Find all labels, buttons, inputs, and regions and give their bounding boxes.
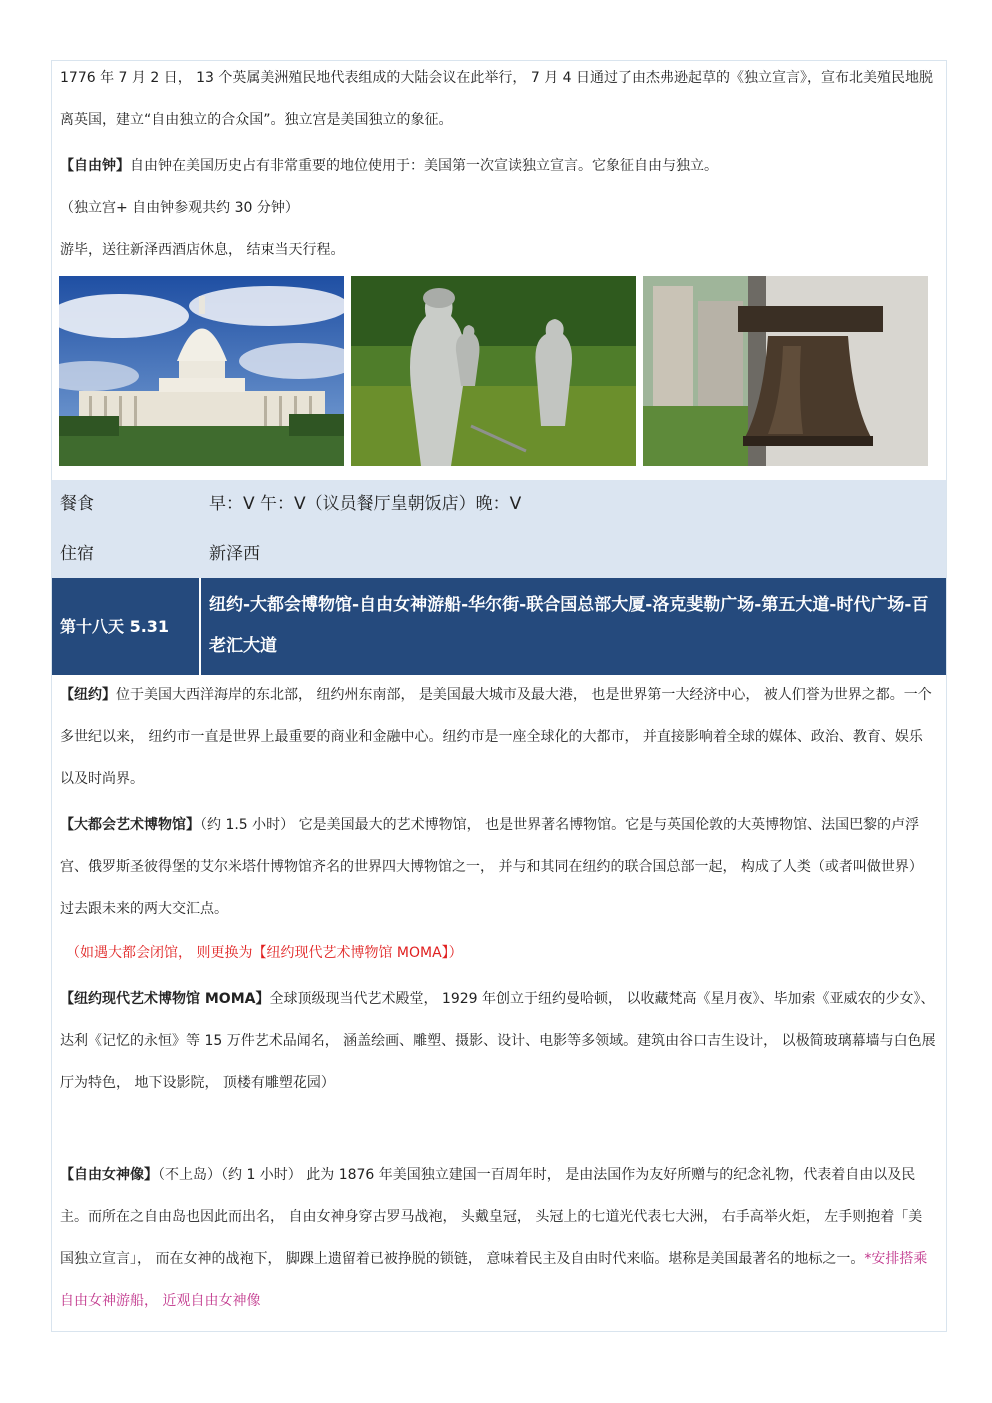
independence-hall-paragraph bbox=[60, 57, 936, 141]
liberty-bell-photo bbox=[643, 276, 928, 466]
liberty-bell-label: 【自由钟】 bbox=[60, 158, 130, 174]
day-header-divider bbox=[199, 578, 201, 675]
meals-value: 早：V 午：V（议员餐厅皇朝饭店）晚：V bbox=[209, 494, 522, 514]
statue-label: 【自由女神像】 bbox=[60, 1167, 158, 1183]
newyork-label: 【纽约】 bbox=[60, 687, 116, 703]
moma-paragraph: 【纽约现代艺术博物馆 MOMA】全球顶级现当代艺术殿堂， 1929 年创立于纽约曼哈顿， 以收藏梵高《星月夜》、毕加索《亚威农的少女》、达利《记忆的永恒》等 15 万件艺术品闻名， 涵盖绘画、雕塑、摄影、设计、电影等多领域。建筑由谷口吉生设计， 以极简玻璃幕墙与白色展厅为特色， 地下设影院， 顶楼有雕塑花园） bbox=[60, 991, 936, 1091]
met-paragraph: 【大都会艺术博物馆】（约 1.5 小时） 它是美国最大的艺术博物馆， 也是世界著名博物馆。它是与英国伦敦的大英博物馆、法国巴黎的卢浮宫、俄罗斯圣彼得堡的艾尔米塔什博物馆齐名的世界四大博物馆之一， 并与和其同在纽约的联合国总部一起， 构成了人类（或者叫做世界）过去跟未来的两大交汇点。 bbox=[60, 817, 923, 917]
lodging-label: 住宿 bbox=[60, 544, 94, 564]
lodging-value: 新泽西 bbox=[209, 544, 260, 564]
capitol-photo bbox=[59, 276, 344, 466]
day-number: 第十八天 5.31 bbox=[60, 617, 170, 636]
day-header bbox=[52, 578, 946, 675]
statue-cruise-note: *安排搭乘自由女神游船， 近观自由女神像 bbox=[60, 1251, 928, 1309]
liberty-bell-paragraph bbox=[60, 145, 936, 187]
day-end-note: 游毕，送往新泽西酒店休息， 结束当天行程。 bbox=[60, 242, 345, 258]
liberty-bell-text: 自由钟在美国历史占有非常重要的地位使用于：美国第一次宣读独立宣言。它象征自由与独立。 bbox=[130, 158, 718, 174]
visit-duration-note: （独立宫+ 自由钟参观共约 30 分钟） bbox=[60, 200, 299, 216]
met-label: 【大都会艺术博物馆】 bbox=[60, 817, 200, 833]
independence-hall-text: 1776 年 7 月 2 日， 13 个英属美洲殖民地代表组成的大陆会议在此举行， 7 月 4 日通过了由杰弗逊起草的《独立宣言》，宣布北美殖民地脱离英国，建立“自由独立的合众国”。独立宫是美国独立的象征。 bbox=[60, 70, 934, 128]
newyork-paragraph: 【纽约】位于美国大西洋海岸的东北部， 纽约州东南部， 是美国最大城市及最大港， 也是世界第一大经济中心， 被人们誉为世界之都。一个多世纪以来， 纽约市一直是世界上最重要的商业和金融中心。纽约市是一座全球化的大都市， 并直接影响着全球的媒体、政治、教育、娱乐以及时尚界。 bbox=[60, 687, 932, 787]
moma-label: 【纽约现代艺术博物馆 MOMA】 bbox=[60, 991, 270, 1007]
day-title: 纽约-大都会博物馆-自由女神游船-华尔街-联合国总部大厦-洛克斐勒广场-第五大道-时代广场-百老汇大道 bbox=[209, 595, 929, 656]
korean-war-memorial-photo bbox=[351, 276, 636, 466]
met-closed-note: （如遇大都会闭馆， 则更换为【纽约现代艺术博物馆 MOMA】） bbox=[66, 945, 463, 961]
meals-label: 餐食 bbox=[60, 494, 94, 514]
statue-paragraph: 【自由女神像】（不上岛）（约 1 小时） 此为 1876 年美国独立建国一百周年时， 是由法国作为友好所赠与的纪念礼物，代表着自由以及民主。而所在之自由岛也因此而出名， 自由女神身穿古罗马战袍， 头戴皇冠， 头冠上的七道光代表七大洲， 右手高举火炬， 左手则抱着「美国独立宣言」， 而在女神的战袍下， 脚踝上遗留着已被挣脱的锁链， 意味着民主及自由时代来临。堪称是美国最著名的地标之一。*安排搭乘自由女神游船， 近观自由女神像 bbox=[60, 1167, 928, 1309]
